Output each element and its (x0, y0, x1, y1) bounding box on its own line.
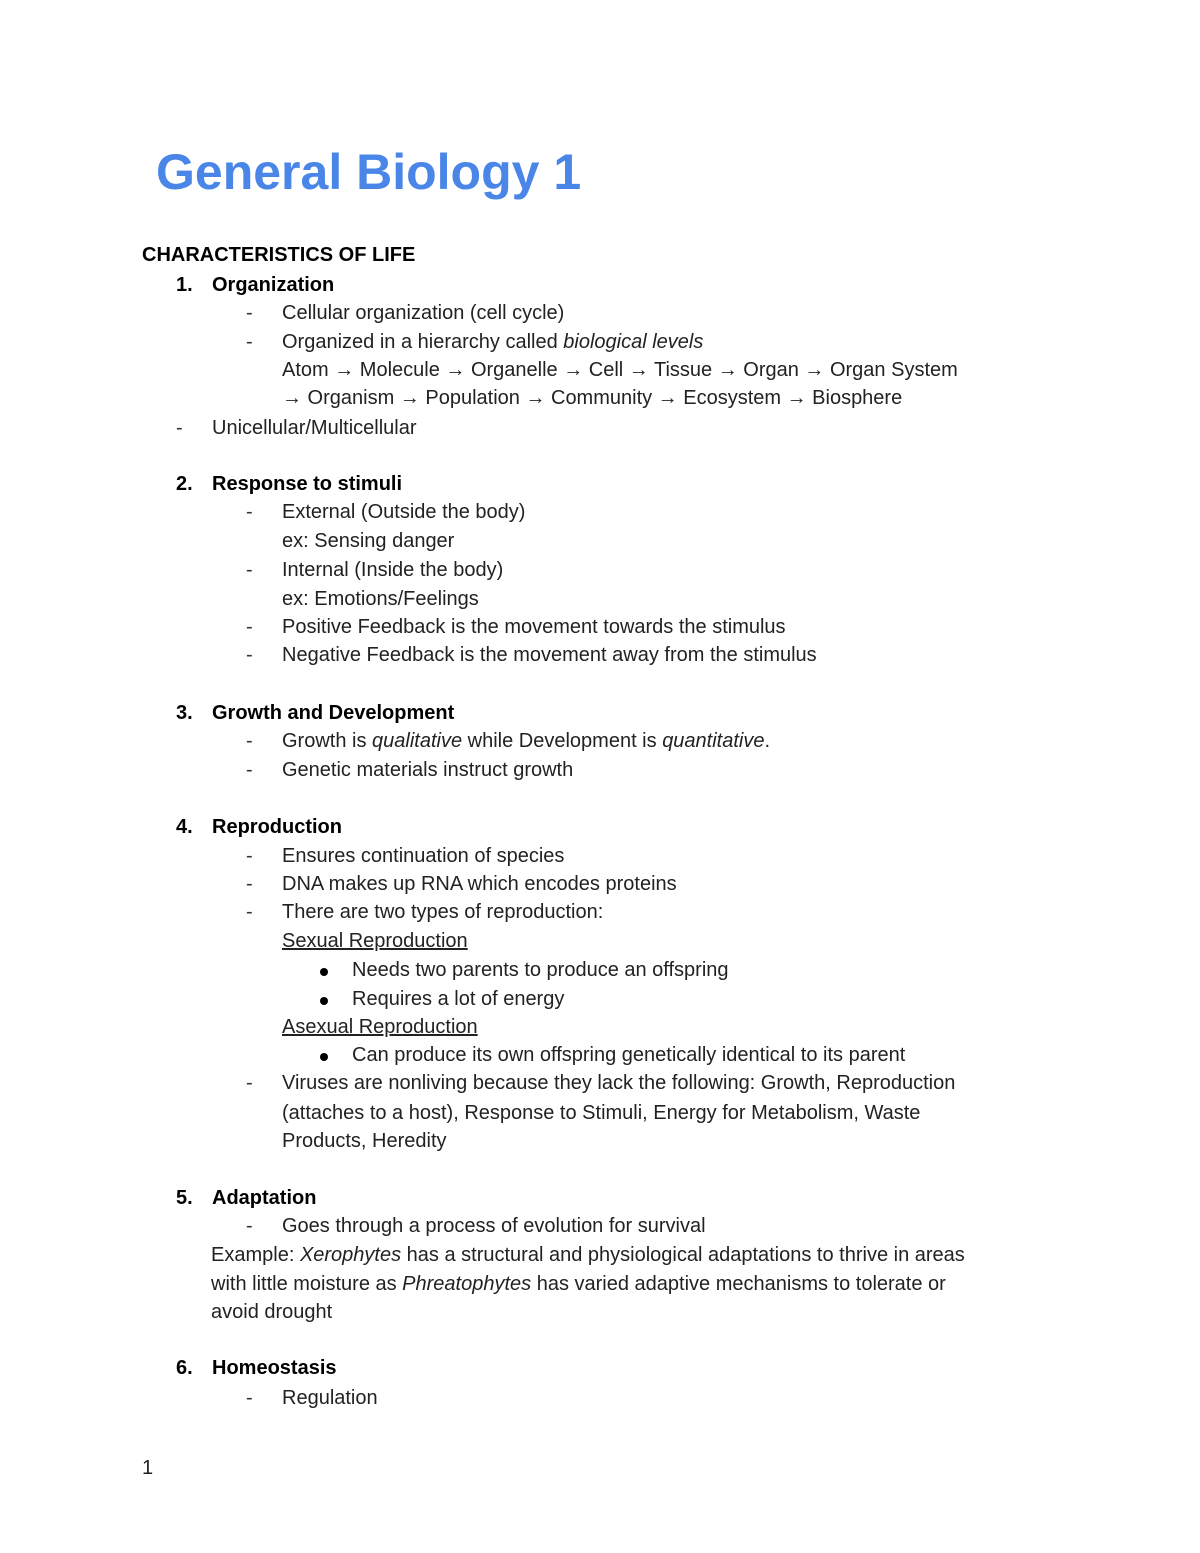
list-item: Unicellular/Multicellular (212, 417, 417, 439)
dash-marker: - (246, 559, 253, 581)
dash-marker: - (246, 1215, 253, 1237)
sexual-reproduction-label: Sexual Reproduction (282, 930, 468, 952)
bullet-icon (320, 1043, 328, 1067)
response-heading: Response to stimuli (212, 473, 403, 495)
example-line: ex: Emotions/Feelings (282, 588, 479, 610)
page-number: 1 (142, 1457, 154, 1479)
list-item: Ensures continuation of species (282, 845, 565, 867)
hierarchy-text: Organized in a hierarchy called (282, 331, 564, 353)
item-number: 1. (176, 274, 193, 296)
growth-heading: Growth and Development (212, 702, 455, 724)
dash-marker: - (246, 302, 253, 324)
dash-marker: - (246, 845, 253, 867)
list-item: Negative Feedback is the movement away from the stimulus (282, 644, 817, 666)
dash-marker: - (176, 417, 183, 439)
dash-marker: - (246, 1387, 253, 1409)
section-heading: CHARACTERISTICS OF LIFE (142, 244, 416, 266)
dash-marker: - (246, 873, 253, 895)
dash-marker: - (246, 759, 253, 781)
dash-marker: - (246, 331, 253, 353)
list-item: Genetic materials instruct growth (282, 759, 574, 781)
asexual-reproduction-label: Asexual Reproduction (282, 1016, 478, 1038)
item-number: 3. (176, 702, 193, 724)
example-paragraph-line: with little moisture as Phreatophytes has varied adaptive mechanisms to tolerate or (211, 1273, 946, 1295)
example-line: ex: Sensing danger (282, 530, 455, 552)
list-item: Internal (Inside the body) (282, 559, 504, 581)
list-item-continued: (attaches to a host), Response to Stimuli, Energy for Metabolism, Waste (282, 1102, 921, 1124)
homeostasis-heading: Homeostasis (212, 1357, 337, 1379)
item-number: 4. (176, 816, 193, 838)
bullet-icon (320, 987, 328, 1011)
hierarchy-line: Atom → Molecule → Organelle → Cell → Tissue → Organ → Organ System (282, 359, 958, 381)
bullet-icon (320, 958, 328, 982)
dash-marker: - (246, 644, 253, 666)
list-item (282, 330, 703, 354)
document-title: General Biology 1 (156, 144, 582, 200)
list-item: Positive Feedback is the movement towards the stimulus (282, 616, 786, 638)
item-number: 2. (176, 473, 193, 495)
list-item: Regulation (282, 1387, 378, 1409)
list-item: Goes through a process of evolution for survival (282, 1215, 706, 1237)
bullet-item: Requires a lot of energy (352, 988, 565, 1010)
bullet-item: Can produce its own offspring genetically identical to its parent (352, 1044, 906, 1066)
list-item: External (Outside the body) (282, 501, 526, 523)
example-paragraph-line: avoid drought (211, 1301, 333, 1323)
hierarchy-line: → Organism → Population → Community → Ecosystem → Biosphere (282, 387, 903, 409)
item-number: 6. (176, 1357, 193, 1379)
list-item: Viruses are nonliving because they lack the following: Growth, Reproduction (282, 1072, 956, 1094)
biological-levels-text: biological levels (563, 331, 704, 353)
item-number: 5. (176, 1187, 193, 1209)
dash-marker: - (246, 730, 253, 752)
list-item: Cellular organization (cell cycle) (282, 302, 565, 324)
dash-marker: - (246, 616, 253, 638)
list-item: There are two types of reproduction: (282, 901, 604, 923)
list-item: Growth is qualitative while Development is quantitative. (282, 730, 771, 752)
bullet-item: Needs two parents to produce an offspring (352, 959, 729, 981)
reproduction-heading: Reproduction (212, 816, 342, 838)
organization-heading: Organization (212, 274, 335, 296)
dash-marker: - (246, 1072, 253, 1094)
dash-marker: - (246, 901, 253, 923)
list-item: DNA makes up RNA which encodes proteins (282, 873, 677, 895)
list-item-continued: Products, Heredity (282, 1130, 447, 1152)
dash-marker: - (246, 501, 253, 523)
example-paragraph-line: Example: Xerophytes has a structural and physiological adaptations to thrive in areas (211, 1244, 965, 1266)
adaptation-heading: Adaptation (212, 1187, 317, 1209)
